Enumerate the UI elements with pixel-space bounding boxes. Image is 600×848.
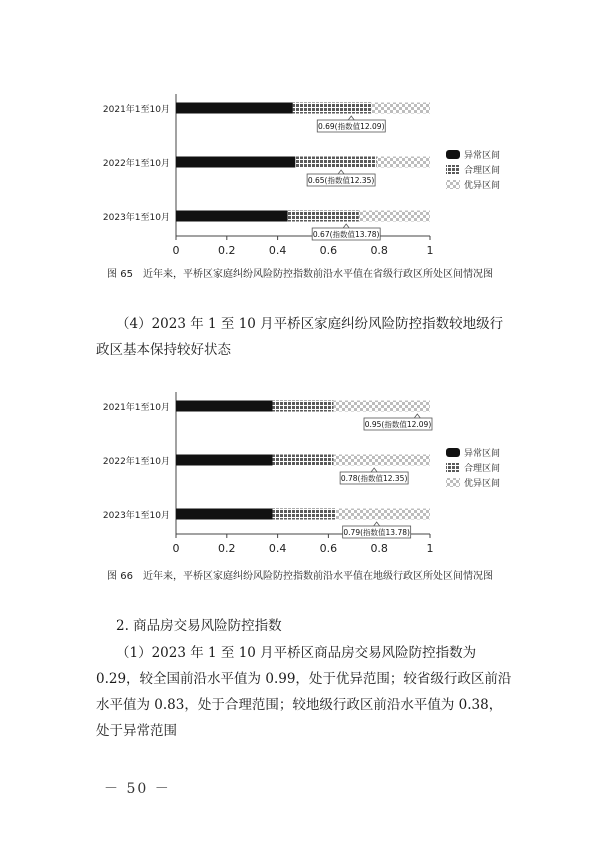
legend-label: 合理区间 — [464, 464, 501, 474]
legend-swatch-reasonable — [446, 165, 460, 174]
bar-segment-reasonable — [293, 103, 372, 114]
x-tick-label: 0.6 — [319, 542, 338, 555]
marker-pointer — [374, 522, 380, 526]
bar-segment-abnormal — [176, 401, 273, 412]
marker-pointer — [414, 414, 420, 418]
y-category-label: 2023年1至10月 — [102, 213, 170, 223]
x-tick-label: 0.4 — [268, 244, 287, 257]
bar-segment-excellent — [372, 103, 430, 114]
x-tick-label: 0 — [172, 542, 180, 555]
y-category-label: 2022年1至10月 — [102, 159, 170, 169]
bar-segment-excellent — [359, 211, 430, 222]
data-label: 0.78(指数值12.35) — [340, 474, 408, 483]
data-label: 0.67(指数值13.78) — [312, 230, 380, 239]
x-tick-label: 0.2 — [218, 244, 236, 257]
section-heading-2: 2. 商品房交易风险防控指数 — [116, 618, 282, 634]
legend-swatch-excellent — [446, 478, 460, 487]
bar-segment-reasonable — [273, 455, 334, 466]
marker-pointer — [348, 116, 354, 120]
y-category-label: 2022年1至10月 — [102, 457, 170, 467]
data-label: 0.69(指数值12.09) — [317, 122, 385, 131]
legend-swatch-reasonable — [446, 463, 460, 472]
bar-segment-reasonable — [288, 211, 359, 222]
figure-66-caption: 图 66 近年来，平桥区家庭纠纷风险防控指数前沿水平值在地级行政区所处区间情况图 — [107, 571, 493, 582]
x-tick-label: 0.4 — [268, 542, 287, 555]
x-tick-label: 0.8 — [370, 244, 388, 257]
page-number: － 50 － — [104, 781, 171, 797]
bar-segment-reasonable — [273, 509, 337, 520]
legend-label: 异常区间 — [464, 449, 501, 459]
legend-label: 合理区间 — [464, 166, 501, 176]
legend-swatch-abnormal — [446, 150, 460, 159]
bar-segment-excellent — [333, 455, 430, 466]
bar-segment-abnormal — [176, 509, 273, 520]
bar-segment-excellent — [333, 401, 430, 412]
x-tick-label: 0 — [172, 244, 180, 257]
bar-segment-abnormal — [176, 211, 288, 222]
paragraph-1: （1）2023 年 1 至 10 月平桥区商品房交易风险防控指数为 0.29，较全国前沿水平值为 0.99，处于优异范围；较省级行政区前沿水平值为 0.83，处于合理范围；较地级行政区前沿水平值为 0.38，处于异常范围 — [96, 645, 512, 739]
data-label: 0.79(指数值13.78) — [343, 528, 410, 537]
x-tick-label: 0.6 — [319, 244, 338, 257]
x-tick-label: 0.2 — [218, 542, 236, 555]
paragraph-4: （4）2023 年 1 至 10 月平桥区家庭纠纷风险防控指数较地级行政区基本保持较好状态 — [96, 316, 504, 358]
legend-swatch-abnormal — [446, 448, 460, 457]
data-label: 0.65(指数值12.35) — [307, 176, 375, 185]
figure-65-caption: 图 65 近年来，平桥区家庭纠纷风险防控指数前沿水平值在省级行政区所处区间情况图 — [107, 269, 493, 280]
bar-segment-reasonable — [295, 157, 376, 168]
bar-segment-abnormal — [176, 103, 293, 114]
x-tick-label: 1 — [426, 244, 434, 257]
legend-swatch-excellent — [446, 180, 460, 189]
legend-label: 异常区间 — [464, 151, 501, 161]
marker-pointer — [371, 468, 377, 472]
x-tick-label: 1 — [426, 542, 434, 555]
bar-segment-abnormal — [176, 455, 273, 466]
y-category-label: 2021年1至10月 — [102, 403, 170, 413]
marker-pointer — [338, 170, 344, 174]
bar-segment-excellent — [336, 509, 430, 520]
bar-segment-abnormal — [176, 157, 295, 168]
bar-segment-reasonable — [273, 401, 334, 412]
legend-label: 优异区间 — [464, 181, 501, 191]
x-tick-label: 0.8 — [370, 542, 388, 555]
legend-label: 优异区间 — [464, 479, 501, 489]
marker-pointer — [343, 224, 349, 228]
bar-segment-excellent — [377, 157, 430, 168]
data-label: 0.95(指数值12.09) — [364, 420, 432, 429]
y-category-label: 2021年1至10月 — [102, 105, 170, 115]
y-category-label: 2023年1至10月 — [102, 511, 170, 521]
chart-figure-66 — [0, 390, 600, 600]
